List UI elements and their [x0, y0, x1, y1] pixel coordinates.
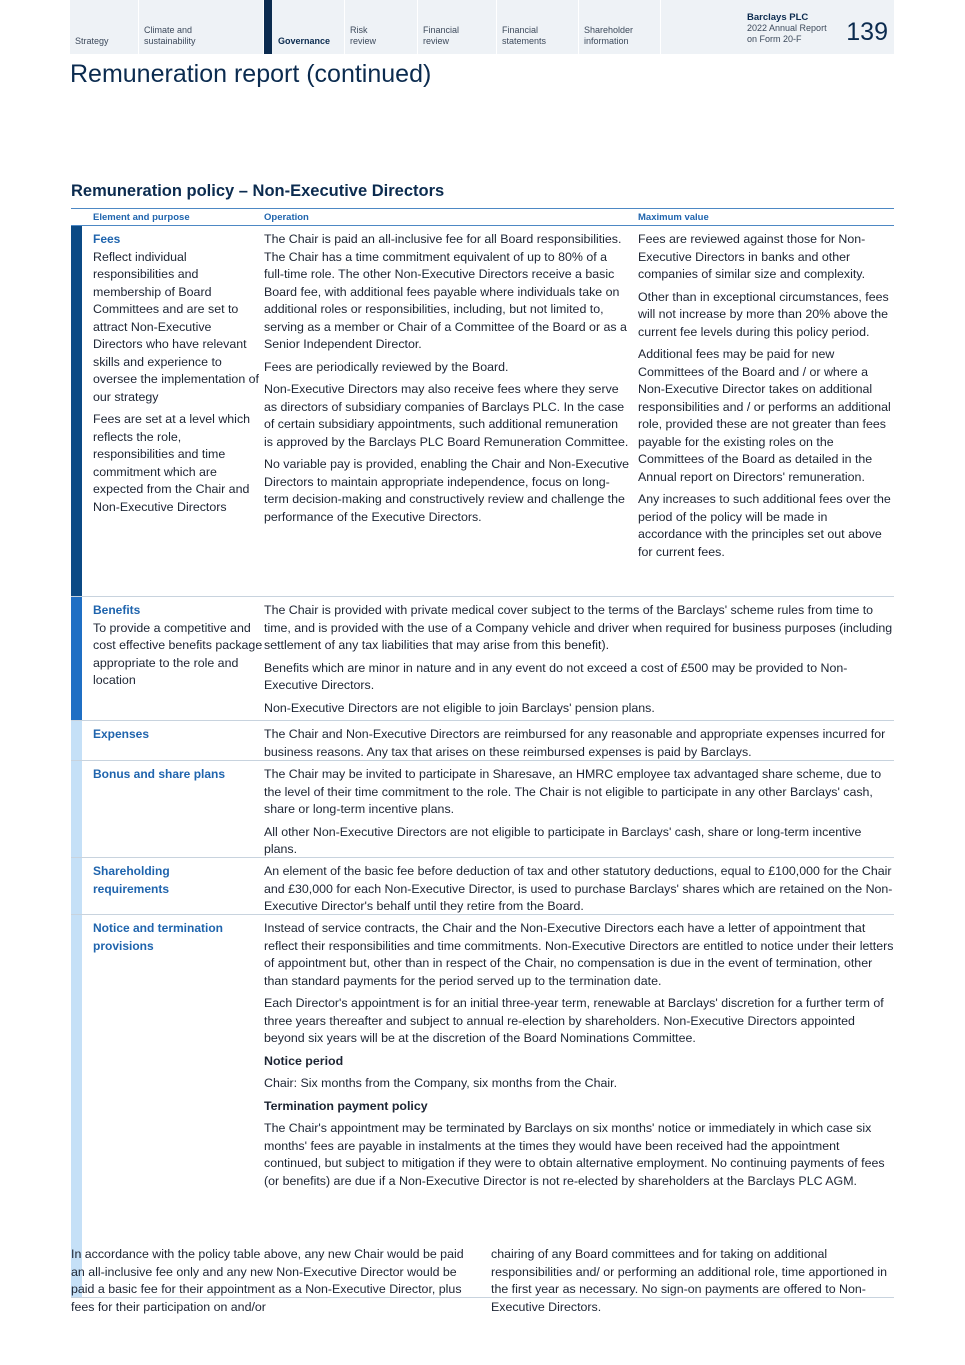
- shareholding-operation: An element of the basic fee before deduction of tax and other statutory deductions, equal to £100,000 for the Chair and £30,000 for each Non-Executive Director, is used to purchase Barclays' shares which are retained on the Non-Executive Director's behalf until they retire from the Board.: [264, 864, 893, 913]
- tab-climate[interactable]: Climate and sustainability: [139, 0, 264, 54]
- fees-operation: The Chair is paid an all-inclusive fee for all Board responsibilities. The Chair has a time commitment equivalent of up to 80% of a full-time role. The other Non-Executive Directors receive a basic Board fee, with additional fees payable where individuals take on additional roles or responsibilities, including, but not limited to, serving as a member or Chair of a Committee of the Board or as a Senior Independent Director. Fees are periodically reviewed by the Board. Non-Executive Directors may also receive fees where they serve as directors of subsidiary companies of Barclays PLC. In the case of certain subsidiary appointments, such additional remuneration is approved by the Barclays PLC Board Remuneration Committee. No variable pay is provided, enabling the Chair and Non-Executive Directors to maintain appropriate independence, focus on long-term decision-making and constructively review and challenge the performance of the Executive Directors.: [264, 232, 630, 524]
- row-color-bar: [71, 226, 82, 596]
- tab-financial-statements[interactable]: Financial statements: [497, 0, 579, 54]
- table-row-shareholding: [71, 858, 894, 915]
- row-color-bar: [71, 597, 82, 720]
- row-color-bar: [71, 761, 82, 857]
- table-header: [71, 208, 894, 226]
- tab-risk-review[interactable]: Risk review: [345, 0, 418, 54]
- header-maximum: Maximum value: [638, 211, 709, 223]
- header-element: Element and purpose: [93, 211, 190, 223]
- report-brand: Barclays PLC 2022 Annual Report on Form 20-F: [747, 12, 827, 44]
- tab-shareholder-information[interactable]: Shareholder information: [579, 0, 661, 54]
- top-navigation: [70, 0, 894, 54]
- page-title: Remuneration report (continued): [70, 60, 432, 88]
- notice-element: Notice and termination provisions: [93, 921, 224, 953]
- termination-heading: Termination payment policy: [264, 1098, 428, 1113]
- shareholding-element: Shareholding requirements: [93, 864, 170, 896]
- tab-strategy[interactable]: Strategy: [70, 0, 139, 54]
- table-row-notice: [71, 915, 894, 1298]
- bonus-operation: The Chair may be invited to participate in Sharesave, an HMRC employee tax advantaged share scheme, due to the level of their time commitment to the role. The Chair is not eligible to participate in any other Barclays' cash, share or long-term incentive plans. All other Non-Executive Directors are not eligible to participate in Barclays' cash, share or long-term incentive plans.: [264, 767, 882, 856]
- row-color-bar: [71, 858, 82, 914]
- benefits-operation: The Chair is provided with private medical cover subject to the terms of the Barclays' scheme rules from time to time, and is provided with the use of a Company vehicle and driver when required for business purposes (including settlement of any tax liabilities that may arise from this benefit). Benefits which are minor in nature and in any event do not exceed a cost of £500 may be provided to Non-Executive Directors. Non-Executive Directors are not eligible to join Barclays' pension plans.: [264, 603, 893, 715]
- section-title: Remuneration policy – Non-Executive Directors: [71, 182, 445, 200]
- table-row-bonus: [71, 761, 894, 858]
- notice-period-heading: Notice period: [264, 1053, 344, 1068]
- expenses-element: Expenses: [93, 727, 150, 741]
- tab-financial-review[interactable]: Financial review: [418, 0, 497, 54]
- footer-text-left: In accordance with the policy table above, any new Chair would be paid an all-inclusive fee only and any new Non-Executive Director would be paid a basic fee for their appointment as a Non-Executive Director, plus fees for their participation on and/or: [71, 1247, 464, 1314]
- expenses-operation: The Chair and Non-Executive Directors are reimbursed for any reasonable and appropriate expenses incurred for business reasons. Any tax that arises on these reimbursed expenses is paid by Barclays.: [264, 727, 886, 759]
- table-row-expenses: [71, 721, 894, 761]
- header-operation: Operation: [264, 211, 309, 223]
- page-number: 139: [846, 18, 888, 46]
- policy-table: [71, 208, 894, 1298]
- fees-element: Fees Reflect individual responsibilities and membership of Board Committees and are set to attract Non-Executive Directors who have relevant skills and experience to oversee the implementation of our strategy Fees are set at a level which reflects the role, responsibilities and time commitment which are expected from the Chair and Non-Executive Directors: [93, 232, 259, 514]
- brand-block: [661, 0, 894, 54]
- table-row-benefits: [71, 597, 894, 721]
- tab-governance[interactable]: Governance: [264, 0, 345, 54]
- benefits-element: Benefits To provide a competitive and cost effective benefits package appropriate to the role and location: [93, 603, 263, 687]
- fees-maximum: Fees are reviewed against those for Non-Executive Directors in banks and other companies of similar size and complexity. Other than in exceptional circumstances, fees will not increase by more than 20% above the current fee levels during this policy period. Additional fees may be paid for new Committees of the Board and / or where a Non-Executive Director takes on additional responsibilities and / or performs an additional role, provided these are not greater than fees payable for the existing roles on the Committees of the Board as detailed in the Annual report on Directors' remuneration. Any increases to such additional fees over the period of the policy will be made in accordance with the principles set out above for current fees.: [638, 232, 891, 559]
- bonus-element: Bonus and share plans: [93, 767, 226, 781]
- table-row-fees: [71, 226, 894, 597]
- row-color-bar: [71, 915, 82, 1297]
- footer-text-right: chairing of any Board committees and for taking on additional responsibilities and/ or performing an additional role, time apportioned in the first year as necessary. No sign-on payments are offered to Non-Executive Directors.: [491, 1247, 888, 1314]
- notice-operation: Instead of service contracts, the Chair and the Non-Executive Directors each have a letter of appointment that reflect their responsibilities and time commitments. Non-Executive Directors are entitled to notice under their letters of appointment but, other than in respect of the Chair, no compensation is due in the event of termination, other than standard payments for the period served up to the termination date. Each Director's appointment is for an initial three-year term, renewable at Barclays' discretion for a further term of three years thereafter and subject to annual re-election by shareholders. Non-Executive Directors appointed beyond six years will be at the discretion of the Board Nominations Committee. Notice period Chair: Six months from the Company, six months from the Chair. Termination payment policy The Chair's appointment may be terminated by Barclays on six months' notice or immediately in which case six months' fees are payable in instalments at the times they would have been received had the appointment continued, but subject to mitigation if they were to obtain alternative employment. No continuing payments of fees (or benefits) are due if a Non-Executive Director is not re-elected by shareholders at the Barclays PLC AGM.: [264, 921, 894, 1188]
- row-color-bar: [71, 721, 82, 760]
